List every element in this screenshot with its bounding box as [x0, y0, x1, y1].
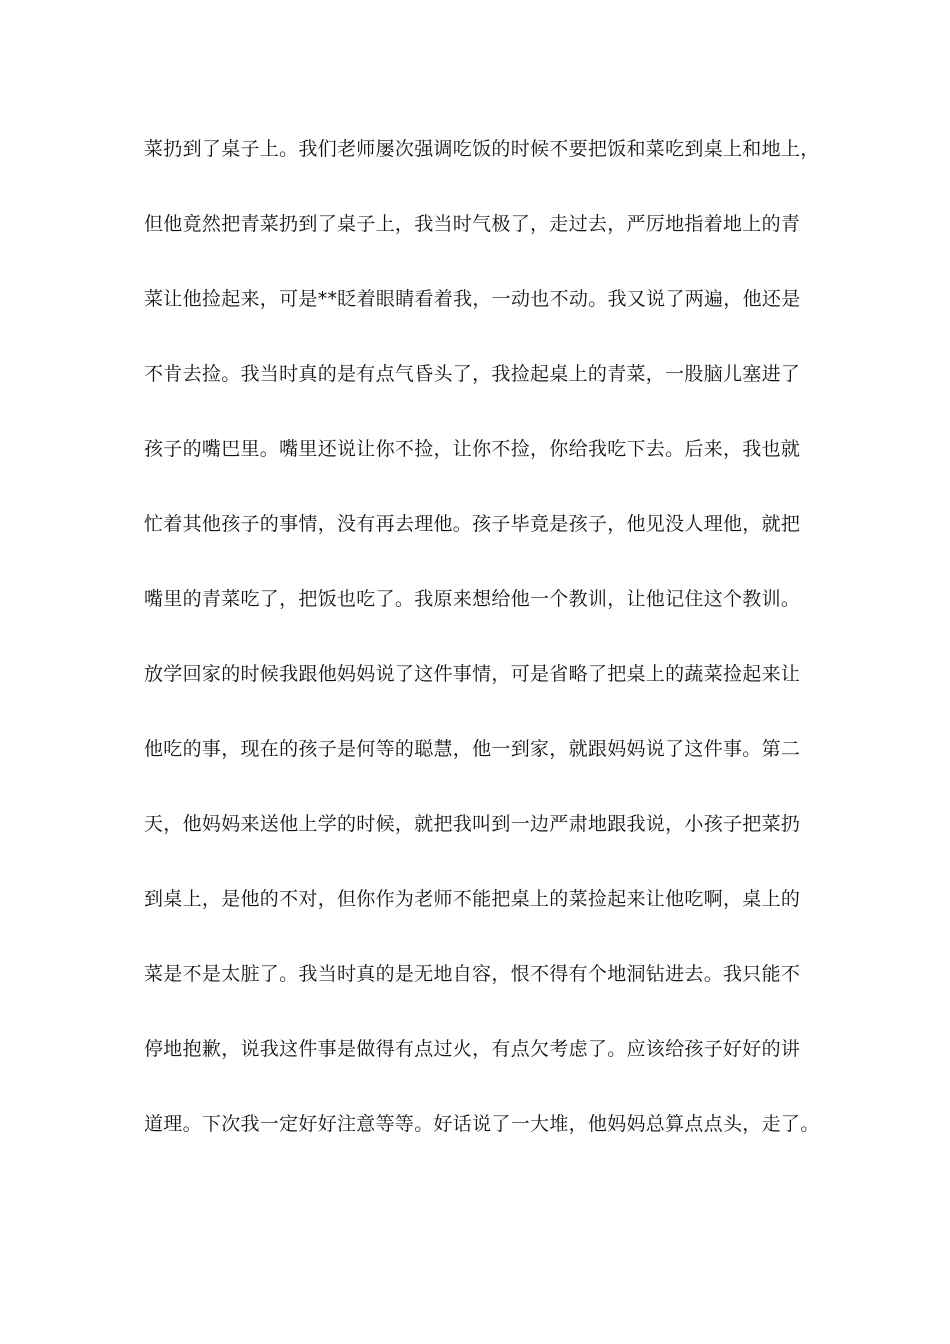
text-line: 菜扔到了桌子上。我们老师屡次强调吃饭的时候不要把饭和菜吃到桌上和地上， — [144, 138, 820, 160]
text-line: 他吃的事，现在的孩子是何等的聪慧，他一到家，就跟妈妈说了这件事。第二 — [144, 738, 801, 760]
text-line: 但他竟然把青菜扔到了桌子上，我当时气极了，走过去，严厉地指着地上的青 — [144, 213, 801, 235]
text-line: 到桌上，是他的不对，但你作为老师不能把桌上的菜捡起来让他吃啊，桌上的 — [144, 888, 801, 910]
text-line: 嘴里的青菜吃了，把饭也吃了。我原来想给他一个教训，让他记住这个教训。 — [144, 588, 801, 610]
text-line: 菜是不是太脏了。我当时真的是无地自容，恨不得有个地洞钻进去。我只能不 — [144, 963, 801, 985]
text-line: 孩子的嘴巴里。嘴里还说让你不捡，让你不捡，你给我吃下去。后来，我也就 — [144, 438, 801, 460]
body-text — [144, 130, 820, 1180]
text-line: 放学回家的时候我跟他妈妈说了这件事情，可是省略了把桌上的蔬菜捡起来让 — [144, 663, 801, 685]
text-line: 菜让他捡起来，可是**眨着眼睛看着我，一动也不动。我又说了两遍，他还是 — [144, 288, 801, 310]
text-line: 道理。下次我一定好好注意等等。好话说了一大堆，他妈妈总算点点头，走了。 — [144, 1113, 820, 1135]
text-line: 忙着其他孩子的事情，没有再去理他。孩子毕竟是孩子，他见没人理他，就把 — [144, 513, 801, 535]
text-line: 不肯去捡。我当时真的是有点气昏头了，我捡起桌上的青菜，一股脑儿塞进了 — [144, 363, 801, 385]
text-line: 停地抱歉，说我这件事是做得有点过火，有点欠考虑了。应该给孩子好好的讲 — [144, 1038, 801, 1060]
text-line: 天，他妈妈来送他上学的时候，就把我叫到一边严肃地跟我说，小孩子把菜扔 — [144, 813, 801, 835]
